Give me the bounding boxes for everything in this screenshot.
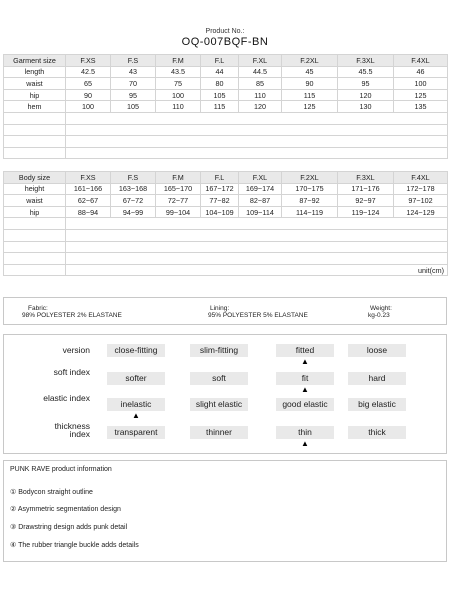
size-column-header: F.4XL [394,55,448,67]
empty-row [4,241,448,253]
empty-cell [66,229,448,241]
measure-value-cell: 161~166 [66,183,111,195]
size-column-header: F.M [156,172,201,184]
measure-value-cell: 72~77 [156,195,201,207]
property-option: fitted [276,344,334,357]
measure-value-cell: 114~119 [282,206,338,218]
measure-name-cell: hip [4,89,66,101]
measure-value-cell: 125 [394,89,448,101]
measure-value-cell: 65 [66,78,111,90]
measure-value-cell: 130 [338,101,394,113]
measure-value-cell: 104~109 [201,206,239,218]
size-column-header: F.L [201,172,239,184]
empty-cell [4,136,66,148]
property-option: fit [276,372,334,385]
measure-value-cell: 43 [111,66,156,78]
measure-name-cell: height [4,183,66,195]
info-item: ② Asymmetric segmentation design [10,506,121,513]
garment-size-table [3,54,448,159]
measure-value-cell: 99~104 [156,206,201,218]
measure-value-cell: 124~129 [394,206,448,218]
measure-value-cell: 110 [156,101,201,113]
measure-value-cell: 100 [394,78,448,90]
size-column-header: F.XL [239,172,282,184]
measure-value-cell: 77~82 [201,195,239,207]
fabric-value: 98% POLYESTER 2% ELASTANE [22,312,122,319]
info-item: ④ The rubber triangle buckle adds details [10,542,139,549]
property-option: thick [348,426,406,439]
lining-value: 95% POLYESTER 5% ELASTANE [208,312,308,319]
empty-cell [4,253,66,265]
measure-value-cell: 95 [111,89,156,101]
empty-row [4,147,448,159]
measure-value-cell: 70 [111,78,156,90]
weight-label: Weight: [370,305,392,312]
weight-value: kg-0.23 [368,312,390,319]
size-column-header: F.3XL [338,55,394,67]
measure-value-cell: 163~168 [111,183,156,195]
property-option: transparent [107,426,165,439]
table-header-row [4,55,448,67]
measure-value-cell: 62~67 [66,195,111,207]
measure-value-cell: 90 [282,78,338,90]
measure-value-cell: 170~175 [282,183,338,195]
measure-value-cell: 44 [201,66,239,78]
property-option: thinner [190,426,248,439]
size-column-header: F.3XL [338,172,394,184]
empty-row [4,253,448,265]
measure-value-cell: 44.5 [239,66,282,78]
property-option: loose [348,344,406,357]
measure-value-cell: 94~99 [111,206,156,218]
measure-value-cell: 87~92 [282,195,338,207]
product-header [0,28,450,48]
property-label: thickness index [54,421,90,439]
info-title: PUNK RAVE product information [10,466,112,473]
table-row [4,183,448,195]
empty-cell [66,253,448,265]
size-column-header: F.XS [66,172,111,184]
property-label: elastic index [43,393,90,403]
property-option: inelastic [107,398,165,411]
table-row [4,101,448,113]
measure-value-cell: 82~87 [239,195,282,207]
weight-block [368,305,392,319]
measure-name-cell: length [4,66,66,78]
lining-block [208,305,308,319]
empty-cell [4,112,66,124]
property-option: close-fitting [107,344,165,357]
table-row [4,66,448,78]
empty-cell [66,112,448,124]
measure-value-cell: 42.5 [66,66,111,78]
measure-value-cell: 109~114 [239,206,282,218]
fabric-info-box [3,297,447,325]
measure-name-cell: waist [4,78,66,90]
property-option: slight elastic [190,398,248,411]
table-row [4,195,448,207]
size-column-header: F.XS [66,55,111,67]
table-header-row [4,172,448,184]
size-column-header: F.XL [239,55,282,67]
lining-label: Lining: [210,305,230,312]
property-option: soft [190,372,248,385]
measure-name-cell: waist [4,195,66,207]
empty-cell [66,147,448,159]
measure-value-cell: 105 [201,89,239,101]
size-label-header: Garment size [4,55,66,67]
measure-value-cell: 135 [394,101,448,113]
measure-value-cell: 100 [66,101,111,113]
measure-value-cell: 43.5 [156,66,201,78]
measure-name-cell: hip [4,206,66,218]
body-size-table [3,171,448,276]
measure-value-cell: 97~102 [394,195,448,207]
product-code: OQ-007BQF-BN [181,36,269,48]
empty-row [4,218,448,230]
measure-value-cell: 100 [156,89,201,101]
measure-value-cell: 46 [394,66,448,78]
measure-value-cell: 125 [282,101,338,113]
fabric-label: Fabric: [28,305,48,312]
empty-row [4,229,448,241]
measure-value-cell: 75 [156,78,201,90]
measure-value-cell: 85 [239,78,282,90]
measure-value-cell: 120 [239,101,282,113]
selected-marker-icon: ▲ [132,411,140,420]
empty-cell [66,218,448,230]
measure-value-cell: 67~72 [111,195,156,207]
empty-cell [4,147,66,159]
measure-name-cell: hem [4,101,66,113]
measure-value-cell: 90 [66,89,111,101]
empty-cell [66,136,448,148]
info-item: ③ Drawstring design adds punk detail [10,524,128,531]
selected-marker-icon: ▲ [301,357,309,366]
table-row [4,78,448,90]
property-option: thin [276,426,334,439]
table-row [4,89,448,101]
size-column-header: F.S [111,55,156,67]
empty-cell [4,218,66,230]
empty-cell [66,241,448,253]
measure-value-cell: 165~170 [156,183,201,195]
empty-cell [66,124,448,136]
property-option: softer [107,372,165,385]
info-item: ① Bodycon straight outline [10,489,93,496]
property-label: version [62,345,90,355]
empty-cell [4,229,66,241]
measure-value-cell: 167~172 [201,183,239,195]
size-column-header: F.S [111,172,156,184]
size-column-header: F.L [201,55,239,67]
empty-cell [4,124,66,136]
size-label-header: Body size [4,172,66,184]
measure-value-cell: 45.5 [338,66,394,78]
measure-value-cell: 115 [201,101,239,113]
empty-cell [4,241,66,253]
product-no-label: Product No.: [205,28,245,35]
empty-row [4,112,448,124]
measure-value-cell: 105 [111,101,156,113]
empty-row [4,136,448,148]
product-information-box [3,460,447,562]
property-label: soft index [53,367,90,377]
empty-cell [4,264,66,276]
selected-marker-icon: ▲ [301,439,309,448]
property-option: slim-fitting [190,344,248,357]
measure-value-cell: 172~178 [394,183,448,195]
measure-value-cell: 169~174 [239,183,282,195]
measure-value-cell: 80 [201,78,239,90]
measure-value-cell: 171~176 [338,183,394,195]
selected-marker-icon: ▲ [301,385,309,394]
measure-value-cell: 88~94 [66,206,111,218]
property-option: hard [348,372,406,385]
measure-value-cell: 45 [282,66,338,78]
empty-row [4,124,448,136]
size-column-header: F.4XL [394,172,448,184]
size-column-header: F.2XL [282,55,338,67]
measure-value-cell: 119~124 [338,206,394,218]
measure-value-cell: 92~97 [338,195,394,207]
property-option: good elastic [276,398,334,411]
fabric-block [22,305,122,319]
measure-value-cell: 120 [338,89,394,101]
empty-row [4,264,448,276]
measure-value-cell: 110 [239,89,282,101]
table-row [4,206,448,218]
property-option: big elastic [348,398,406,411]
size-column-header: F.M [156,55,201,67]
measure-value-cell: 95 [338,78,394,90]
size-column-header: F.2XL [282,172,338,184]
measure-value-cell: 115 [282,89,338,101]
product-properties-box [3,334,447,454]
unit-label: unit(cm) [66,264,448,276]
